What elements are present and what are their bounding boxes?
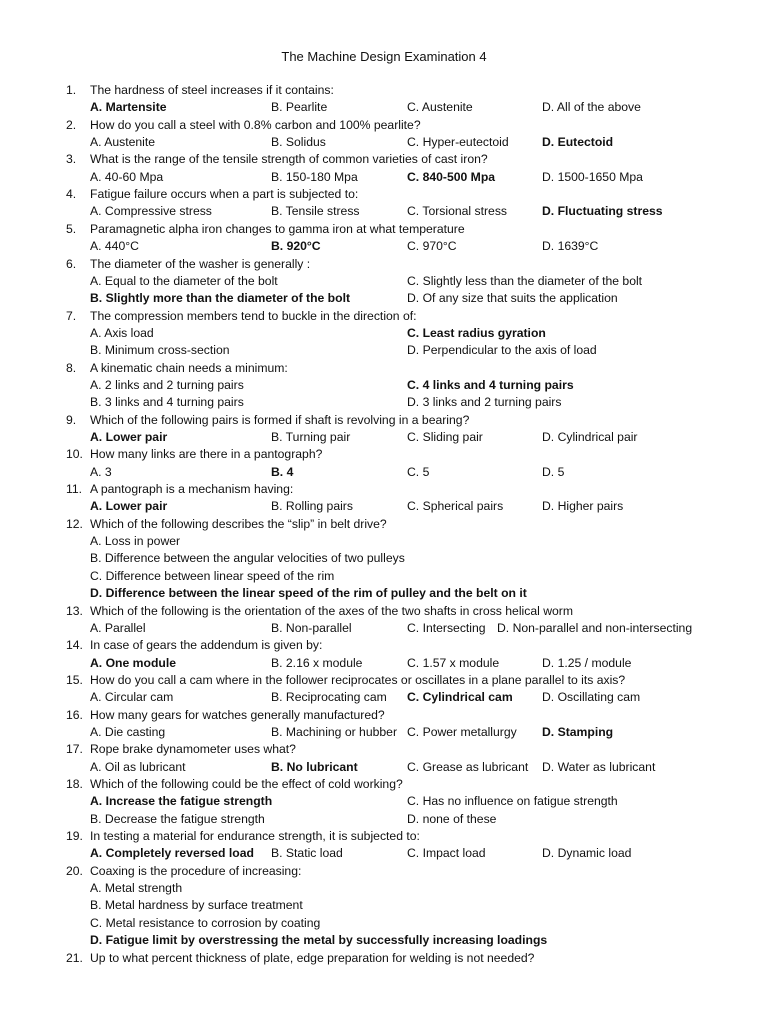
option-row: [0, 342, 768, 359]
answer-option: A. 3: [90, 464, 112, 479]
option-row: [0, 845, 768, 862]
answer-option: D. Water as lubricant: [542, 759, 656, 774]
answer-option: B. Difference between the angular velocities of two pulleys: [90, 551, 405, 566]
option-row: [0, 793, 768, 810]
answer-option-correct: B. 920°C: [271, 239, 321, 254]
answer-option: D. Higher pairs: [542, 499, 624, 514]
answer-option: C. Has no influence on fatigue strength: [407, 794, 618, 809]
question-text: What is the range of the tensile strength of common varieties of cast iron?: [90, 152, 488, 167]
question: [0, 256, 768, 273]
answer-option-correct: B. Slightly more than the diameter of the bolt: [90, 291, 351, 306]
option-row: [0, 897, 768, 914]
option-row: [0, 203, 768, 220]
answer-option: B. Static load: [271, 846, 343, 861]
question: [0, 446, 768, 463]
question-text: Which of the following pairs is formed if shaft is revolving in a bearing?: [90, 412, 470, 427]
answer-option-correct: B. No lubricant: [271, 759, 358, 774]
answer-option-correct: D. Stamping: [542, 724, 614, 739]
answer-option: C. Metal resistance to corrosion by coating: [90, 915, 321, 930]
question-number: 17.: [66, 742, 83, 757]
question-text: Which of the following describes the “slip” in belt drive?: [90, 516, 387, 531]
answer-option: C. Slightly less than the diameter of the bolt: [407, 273, 643, 288]
answer-option-correct: C. Least radius gyration: [407, 325, 546, 340]
question-text: Rope brake dynamometer uses what?: [90, 742, 296, 757]
answer-option-correct: C. 4 links and 4 turning pairs: [407, 377, 574, 392]
answer-option-correct: A. Lower pair: [90, 499, 168, 514]
option-row: [0, 134, 768, 151]
answer-option: A. Die casting: [90, 724, 166, 739]
answer-option-correct: D. Difference between the linear speed of the rim of pulley and the belt on it: [90, 586, 527, 601]
answer-option: B. Pearlite: [271, 100, 328, 115]
question-number: 13.: [66, 603, 83, 618]
question-number: 8.: [66, 360, 77, 375]
question: [0, 221, 768, 238]
answer-option: C. 5: [407, 464, 430, 479]
question-text: Up to what percent thickness of plate, edge preparation for welding is not needed?: [90, 950, 535, 965]
question: [0, 707, 768, 724]
question: [0, 950, 768, 967]
option-row: [0, 724, 768, 741]
answer-option-correct: C. Cylindrical cam: [407, 690, 513, 705]
option-row: [0, 811, 768, 828]
answer-option: B. 2.16 x module: [271, 655, 363, 670]
question-text: In case of gears the addendum is given by:: [90, 638, 323, 653]
option-row: [0, 464, 768, 481]
question: [0, 603, 768, 620]
question-number: 1.: [66, 83, 77, 97]
question: [0, 741, 768, 758]
option-row: [0, 498, 768, 515]
question-text: In testing a material for endurance strength, it is subjected to:: [90, 829, 420, 844]
answer-option: B. Decrease the fatigue strength: [90, 811, 265, 826]
question: [0, 637, 768, 654]
answer-option: A. 2 links and 2 turning pairs: [90, 377, 244, 392]
answer-option: C. 1.57 x module: [407, 655, 500, 670]
answer-option-correct: A. Martensite: [90, 100, 167, 115]
answer-option: A. 40-60 Mpa: [90, 169, 164, 184]
question: [0, 412, 768, 429]
answer-option: A. Oil as lubricant: [90, 759, 186, 774]
answer-option: B. Tensile stress: [271, 204, 360, 219]
answer-option-correct: A. Increase the fatigue strength: [90, 794, 273, 809]
answer-option: B. Solidus: [271, 135, 326, 150]
question-text: The hardness of steel increases if it contains:: [90, 83, 334, 97]
question-number: 3.: [66, 152, 77, 167]
question-text: How many gears for watches generally manufactured?: [90, 707, 385, 722]
answer-option: A. Austenite: [90, 135, 156, 150]
question: [0, 481, 768, 498]
question-number: 10.: [66, 447, 83, 462]
answer-option: A. Parallel: [90, 620, 146, 635]
option-row: [0, 568, 768, 585]
question-text: The compression members tend to buckle in the direction of:: [90, 308, 417, 323]
question-number: 5.: [66, 221, 77, 236]
answer-option: D. 1639°C: [542, 239, 599, 254]
option-row: [0, 620, 768, 637]
question-text: A pantograph is a mechanism having:: [90, 482, 294, 497]
answer-option: A. Axis load: [90, 325, 154, 340]
answer-option: D. 5: [542, 464, 565, 479]
answer-option: D. Dynamic load: [542, 846, 632, 861]
option-row: [0, 238, 768, 255]
answer-option: C. Intersecting: [407, 620, 486, 635]
option-row: [0, 585, 768, 602]
option-row: [0, 99, 768, 116]
answer-option: B. 3 links and 4 turning pairs: [90, 395, 244, 410]
answer-option: A. 440°C: [90, 239, 139, 254]
answer-option: B. 150-180 Mpa: [271, 169, 358, 184]
answer-option: B. Turning pair: [271, 430, 351, 444]
option-row: [0, 689, 768, 706]
answer-option: A. Loss in power: [90, 534, 181, 549]
answer-option: D. Non-parallel and non-intersecting: [497, 620, 693, 635]
answer-option: C. Austenite: [407, 100, 473, 115]
answer-option: D. 1500-1650 Mpa: [542, 169, 643, 184]
question-number: 7.: [66, 308, 77, 323]
question-text: A kinematic chain needs a minimum:: [90, 360, 288, 375]
answer-option: A. Compressive stress: [90, 204, 212, 219]
question-text: Which of the following is the orientation of the axes of the two shafts in cross helical worm: [90, 603, 573, 618]
answer-option: C. Grease as lubricant: [407, 759, 529, 774]
question: [0, 308, 768, 325]
answer-option: A. Circular cam: [90, 690, 174, 705]
exam-title: The Machine Design Examination 4: [281, 49, 487, 64]
answer-option: B. Reciprocating cam: [271, 690, 387, 705]
question-number: 6.: [66, 256, 77, 271]
question-number: 4.: [66, 187, 77, 202]
option-row: [0, 915, 768, 932]
question: [0, 776, 768, 793]
answer-option-correct: D. Fluctuating stress: [542, 204, 663, 219]
answer-option: A. Equal to the diameter of the bolt: [90, 273, 278, 288]
answer-option: D. Cylindrical pair: [542, 430, 638, 444]
answer-option: C. Spherical pairs: [407, 499, 504, 514]
option-row: [0, 533, 768, 550]
question-text: How many links are there in a pantograph?: [90, 447, 323, 462]
answer-option: D. Of any size that suits the application: [407, 291, 618, 306]
question: [0, 516, 768, 533]
question-number: 2.: [66, 117, 77, 132]
option-row: [0, 290, 768, 307]
answer-option: D. All of the above: [542, 100, 641, 115]
question-number: 20.: [66, 863, 83, 878]
answer-option: B. Metal hardness by surface treatment: [90, 898, 303, 913]
answer-option: C. Power metallurgy: [407, 724, 517, 739]
answer-option-correct: B. 4: [271, 464, 294, 479]
option-row: [0, 394, 768, 411]
option-row: [0, 550, 768, 567]
option-row: [0, 880, 768, 897]
question: [0, 186, 768, 203]
question-number: 18.: [66, 777, 83, 791]
question: [0, 828, 768, 845]
option-row: [0, 169, 768, 186]
question: [0, 82, 768, 99]
answer-option-correct: A. One module: [90, 655, 176, 670]
question-number: 21.: [66, 950, 83, 965]
answer-option: C. Difference between linear speed of the rim: [90, 568, 335, 583]
question-number: 16.: [66, 707, 83, 722]
question-number: 11.: [66, 482, 83, 497]
question-text: How do you call a steel with 0.8% carbon and 100% pearlite?: [90, 117, 421, 132]
answer-option: B. Machining or hubber: [271, 724, 398, 739]
question-text: Which of the following could be the effect of cold working?: [90, 777, 403, 791]
answer-option: A. Metal strength: [90, 881, 183, 896]
question: [0, 863, 768, 880]
option-row: [0, 377, 768, 394]
question: [0, 360, 768, 377]
answer-option-correct: D. Fatigue limit by overstressing the metal by successfully increasing loadings: [90, 933, 548, 948]
answer-option: C. Sliding pair: [407, 430, 483, 444]
answer-option: D. Perpendicular to the axis of load: [407, 343, 597, 358]
answer-option-correct: A. Lower pair: [90, 430, 168, 444]
answer-option: D. 3 links and 2 turning pairs: [407, 395, 562, 410]
answer-option: B. Rolling pairs: [271, 499, 353, 514]
question-text: The diameter of the washer is generally :: [90, 256, 311, 271]
question: [0, 151, 768, 168]
answer-option: B. Minimum cross-section: [90, 343, 230, 358]
option-row: [0, 429, 768, 446]
question: [0, 672, 768, 689]
question-number: 12.: [66, 516, 83, 531]
question-number: 15.: [66, 672, 83, 687]
answer-option-correct: C. 840-500 Mpa: [407, 169, 496, 184]
answer-option: C. 970°C: [407, 239, 457, 254]
answer-option-correct: D. Eutectoid: [542, 135, 614, 150]
question-text: Fatigue failure occurs when a part is subjected to:: [90, 187, 359, 202]
answer-option: C. Impact load: [407, 846, 486, 861]
question-text: How do you call a cam where in the follower reciprocates or oscillates in a plane parallel to its axis?: [90, 672, 626, 687]
option-row: [0, 325, 768, 342]
answer-option: B. Non-parallel: [271, 620, 352, 635]
answer-option: D. Oscillating cam: [542, 690, 641, 705]
question-number: 19.: [66, 829, 83, 844]
question: [0, 117, 768, 134]
answer-option: D. none of these: [407, 811, 497, 826]
answer-option: C. Hyper-eutectoid: [407, 135, 509, 150]
question-number: 14.: [66, 638, 83, 653]
question-text: Coaxing is the procedure of increasing:: [90, 863, 302, 878]
option-row: [0, 759, 768, 776]
answer-option-correct: A. Completely reversed load: [90, 846, 254, 861]
option-row: [0, 273, 768, 290]
question-number: 9.: [66, 412, 77, 427]
option-row: [0, 932, 768, 949]
question-text: Paramagnetic alpha iron changes to gamma iron at what temperature: [90, 221, 465, 236]
answer-option: D. 1.25 / module: [542, 655, 632, 670]
option-row: [0, 655, 768, 672]
answer-option: C. Torsional stress: [407, 204, 508, 219]
